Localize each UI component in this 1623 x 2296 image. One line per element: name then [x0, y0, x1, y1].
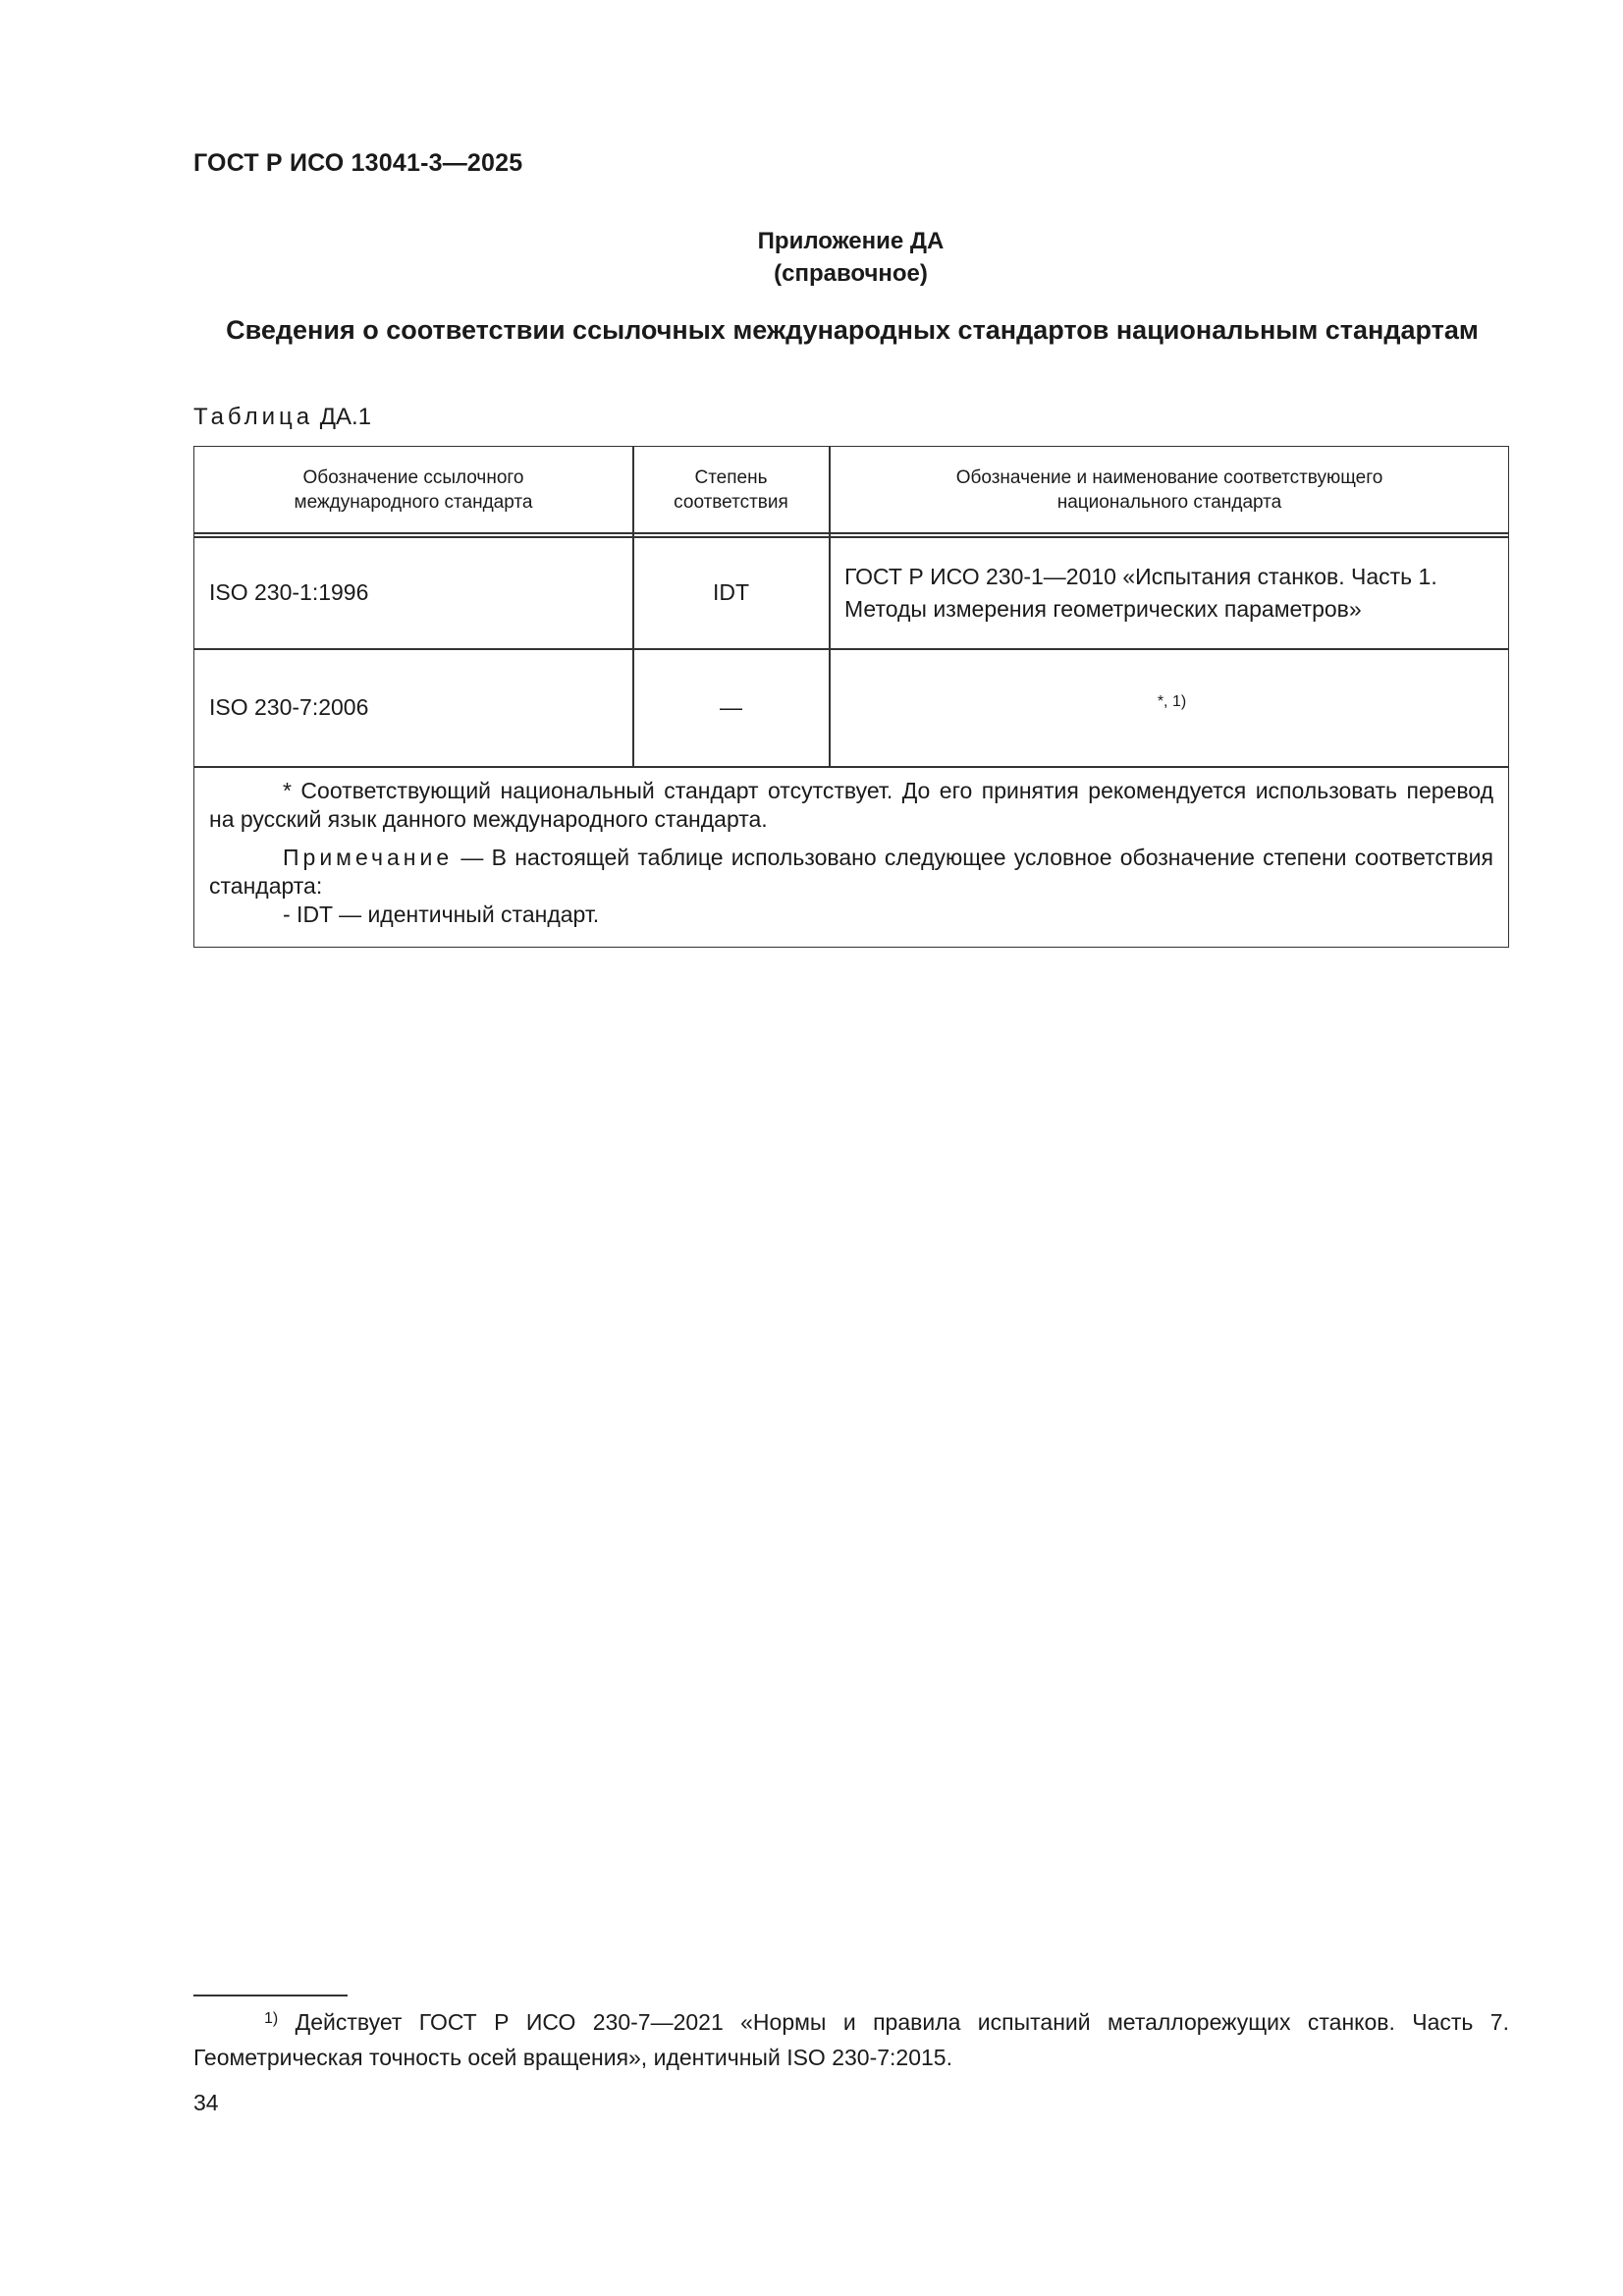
header-line: соответствия [674, 491, 788, 513]
table-caption-id: ДА.1 [319, 404, 372, 430]
footnote-marker: 1) [264, 2010, 279, 2027]
table-cell-designation: ISO 230-7:2006 [209, 694, 369, 720]
column-header-designation [194, 447, 632, 532]
header-line: Обозначение и наименование соответствующего [955, 466, 1383, 488]
note-text: — В настоящей таблице использовано следующее условное обозначение степени соответствия стандарта: [209, 845, 1493, 899]
header-divider [194, 532, 1508, 534]
header-line: Степень [694, 466, 768, 488]
footnote-text: Действует ГОСТ Р ИСО 230-7—2021 «Нормы и правила испытаний металлорежущих станков. Часть 7. Геометрическая точность осей вращения», идентичный ISO 230-7:2015. [193, 2009, 1509, 2070]
annex-kind: (справочное) [774, 260, 928, 287]
table-caption-word: Таблица [193, 404, 314, 430]
page-number: 34 [193, 2090, 219, 2115]
footnote [193, 2006, 1509, 2073]
annex-heading [0, 225, 1623, 290]
table-caption [193, 404, 371, 431]
header-line: Обозначение ссылочного [302, 466, 524, 488]
table-note [209, 844, 1493, 901]
table-cell-degree: IDT [712, 579, 750, 605]
table-cell-designation: ISO 230-1:1996 [209, 579, 369, 605]
table-cell-degree: — [720, 694, 742, 720]
footnote-separator [193, 1995, 348, 1996]
header-line: национального стандарта [1056, 491, 1282, 513]
table-cell-national [830, 649, 1509, 766]
table-cell-national: ГОСТ Р ИСО 230-1—2010 «Испытания станков. Часть 1. Методы измерения геометрических параметров» [844, 563, 1437, 622]
section-title: Сведения о соответствии ссылочных международных стандартов национальным стандартам [226, 315, 1479, 345]
footnote-ref: , 1) [1163, 693, 1187, 710]
document-code: ГОСТ Р ИСО 13041-3—2025 [193, 149, 523, 177]
column-header-degree [633, 447, 829, 532]
footnote-star: * [1157, 693, 1164, 710]
note-label: Примечание [283, 845, 454, 870]
correspondence-table [193, 446, 1509, 948]
column-header-national [830, 447, 1509, 532]
table-notes [194, 767, 1508, 929]
annex-title: Приложение ДА [757, 228, 945, 254]
header-line: международного стандарта [294, 491, 533, 513]
table-footer-note: * Соответствующий национальный стандарт отсутствует. До его принятия рекомендуется использовать перевод на русский язык данного международного стандарта. [209, 778, 1493, 832]
note-item: - IDT — идентичный стандарт. [283, 902, 600, 927]
